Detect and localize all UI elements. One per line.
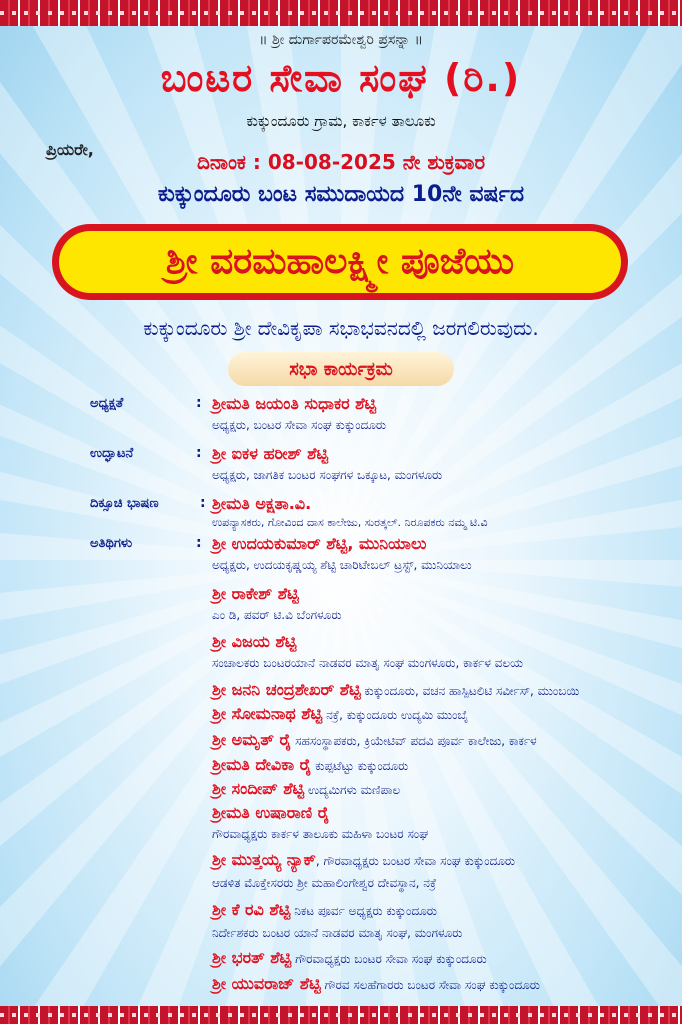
programme-heading-pill [228, 352, 454, 386]
person-description: ಎಂ ಡಿ, ಪವರ್ ಟಿ.ವಿ ಬೆಂಗಳೂರು [212, 608, 342, 622]
person-inline-description: ಕುಕ್ಕುಂದೂರು, ವಚನ ಹಾಸ್ಪಿಟಲಿಟಿ ಸರ್ವೀಸ್, ಮುಂಬಯಿ [360, 684, 580, 698]
role-colon: : [196, 395, 202, 411]
person-name: ಶ್ರೀ ಸೋಮನಾಥ ಶೆಟ್ಟಿ ನಕ್ರೆ, ಕುಕ್ಕುಂದೂರು ಉದ್ಯಮಿ ಮುಂಬೈ [212, 704, 469, 723]
role-label: ಉದ್ಘಾಟನೆ [90, 446, 134, 461]
person-name: ಶ್ರೀಮತಿ ಉಷಾರಾಣಿ ರೈ [212, 803, 330, 822]
person-inline-description: ನಿಕಟ ಪೂರ್ವ ಅಧ್ಯಕ್ಷರು ಕುಕ್ಕುಂದೂರು [290, 904, 437, 918]
person-name: ಶ್ರೀ ಕೆ ರವಿ ಶೆಟ್ಟಿ ನಿಕಟ ಪೂರ್ವ ಅಧ್ಯಕ್ಷರು ಕುಕ್ಕುಂದೂರು [212, 900, 437, 919]
programme-heading: ಸಭಾ ಕಾರ್ಯಕ್ರಮ [289, 358, 393, 380]
person-inline-description: ಗೌರವಾಧ್ಯಕ್ಷರು ಬಂಟರ ಸೇವಾ ಸಂಘ ಕುಕ್ಕುಂದೂರು [291, 952, 487, 966]
person-name: ಶ್ರೀ ಯುವರಾಜ್ ಶೆಟ್ಟಿ ಗೌರವ ಸಲಹೆಗಾರರು ಬಂಟರ ಸೇವಾ ಸಂಘ ಕುಕ್ಕುಂದೂರು [212, 974, 540, 993]
person-description: ಅಧ್ಯಕ್ಷರು, ಉದಯಕೃಷ್ಣಯ್ಯ ಶೆಟ್ಟಿ ಚಾರಿಟೇಬಲ್ ಟ್ರಸ್ಟ್, ಮುನಿಯಾಲು [212, 558, 472, 572]
person-inline-description: ಉದ್ಯಮಿಗಳು ಮಣಿಪಾಲ [304, 783, 401, 797]
person-name: ಶ್ರೀ ಅಮೃತ್ ರೈ ಸಹಸಂಸ್ಥಾಪಕರು, ಕ್ರಿಯೇಟಿವ್ ಪದವಿ ಪೂರ್ವ ಕಾಲೇಜು, ಕಾರ್ಕಳ [212, 730, 537, 749]
person-description: ನಿರ್ದೇಶಕರು ಬಂಟರ ಯಾನೆ ನಾಡವರ ಮಾತೃ ಸಂಘ, ಮಂಗಳೂರು [212, 926, 463, 940]
role-colon: : [200, 495, 206, 511]
person-name: ಶ್ರೀ ವಿಜಯ ಶೆಟ್ಟಿ [212, 632, 297, 651]
anniversary-line: ಕುಕ್ಕುಂದೂರು ಬಂಟ ಸಮುದಾಯದ 10ನೇ ವರ್ಷದ [157, 182, 525, 207]
person-name: ಶ್ರೀಮತಿ ಜಯಂತಿ ಸುಧಾಕರ ಶೆಟ್ಟಿ [212, 394, 377, 413]
person-inline-description: ಕುಪ್ಪಟೆಟ್ಟು ಕುಕ್ಕುಂದೂರು [311, 759, 409, 773]
person-description: ಗೌರವಾಧ್ಯಕ್ಷರು ಕಾರ್ಕಳ ತಾಲೂಕು ಮಹಿಳಾ ಬಂಟರ ಸಂಘ [212, 827, 429, 841]
person-name: ಶ್ರೀ ಭರತ್ ಶೆಟ್ಟಿ ಗೌರವಾಧ್ಯಕ್ಷರು ಬಂಟರ ಸೇವಾ ಸಂಘ ಕುಕ್ಕುಂದೂರು [212, 948, 487, 967]
person-name: ಶ್ರೀ ಜನನಿ ಚಂದ್ರಶೇಖರ್ ಶೆಟ್ಟಿ ಕುಕ್ಕುಂದೂರು, ವಚನ ಹಾಸ್ಪಿಟಲಿಟಿ ಸರ್ವೀಸ್, ಮುಂಬಯಿ [212, 680, 580, 699]
person-name: ಶ್ರೀ ರಾಕೇಶ್ ಶೆಟ್ಟಿ [212, 584, 299, 603]
person-description: ಉಪನ್ಯಾಸಕರು, ಗೋವಿಂದ ದಾಸ ಕಾಲೇಜು, ಸುರತ್ಕಲ್. ನಿರೂಪಕರು ನಮ್ಮ ಟಿ.ವಿ [212, 516, 488, 529]
event-banner [52, 224, 628, 300]
role-label: ಅತಿಥಿಗಳು [90, 536, 133, 551]
person-name: ಶ್ರೀಮತಿ ಅಕ್ಷತಾ.ವಿ. [212, 494, 312, 513]
person-description: ಸಂಚಾಲಕರು ಬಂಟರಯಾನೆ ನಾಡವರ ಮಾತೃ ಸಂಘ ಮಂಗಳೂರು, ಕಾರ್ಕಳ ವಲಯ [212, 656, 523, 670]
person-inline-description: ಸಹಸಂಸ್ಥಾಪಕರು, ಕ್ರಿಯೇಟಿವ್ ಪದವಿ ಪೂರ್ವ ಕಾಲೇಜು, ಕಾರ್ಕಳ [291, 734, 537, 748]
person-description: ಆಡಳಿತ ಮೊಕ್ತೇಸರರು ಶ್ರೀ ಮಹಾಲಿಂಗೇಶ್ವರ ದೇವಸ್ಥಾನ, ನಕ್ರೆ [212, 876, 437, 890]
person-inline-description: ನಕ್ರೆ, ಕುಕ್ಕುಂದೂರು ಉದ್ಯಮಿ ಮುಂಬೈ [322, 708, 469, 722]
organization-title: ಬಂಟರ ಸೇವಾ ಸಂಘ (ರಿ.) [160, 56, 522, 100]
person-description: ಅಧ್ಯಕ್ಷರು, ಬಂಟರ ಸೇವಾ ಸಂಘ ಕುಕ್ಕುಂದೂರು [212, 418, 387, 432]
person-name: ಶ್ರೀ ಉದಯಕುಮಾರ್ ಶೆಟ್ಟಿ, ಮುನಿಯಾಲು [212, 534, 427, 553]
venue-line: ಕುಕ್ಕುಂದೂರು ಶ್ರೀ ದೇವಿಕೃಪಾ ಸಭಾಭವನದಲ್ಲಿ ಜರಗಲಿರುವುದು. [143, 316, 539, 340]
role-colon: : [196, 445, 202, 461]
person-description: ಅಧ್ಯಕ್ಷರು, ಜಾಗತಿಕ ಬಂಟರ ಸಂಘಗಳ ಒಕ್ಕೂಟ, ಮಂಗಳೂರು [212, 468, 443, 482]
role-colon: : [196, 535, 202, 551]
greeting: ಪ್ರಿಯರೇ, [46, 140, 94, 159]
event-title: ಶ್ರೀ ವರಮಹಾಲಕ್ಷ್ಮೀ ಪೂಜೆಯು [165, 241, 515, 282]
role-label: ದಿಕ್ಸೂಚಿ ಭಾಷಣ [90, 496, 159, 511]
village-line: ಕುಕ್ಕುಂದೂರು ಗ್ರಾಮ, ಕಾರ್ಕಳ ತಾಲೂಕು [246, 112, 436, 130]
person-inline-description: , ಗೌರವಾಧ್ಯಕ್ಷರು ಬಂಟರ ಸೇವಾ ಸಂಘ ಕುಕ್ಕುಂದೂರು [315, 854, 516, 868]
person-inline-description: ಗೌರವ ಸಲಹೆಗಾರರು ಬಂಟರ ಸೇವಾ ಸಂಘ ಕುಕ್ಕುಂದೂರು [320, 978, 540, 992]
date-line: ದಿನಾಂಕ : 08-08-2025 ನೇ ಶುಕ್ರವಾರ [196, 150, 486, 174]
person-name: ಶ್ರೀಮತಿ ದೇವಿಕಾ ರೈ ಕುಪ್ಪಟೆಟ್ಟು ಕುಕ್ಕುಂದೂರು [212, 755, 409, 774]
role-label: ಅಧ್ಯಕ್ಷತೆ [90, 396, 124, 411]
deity-invocation: ॥ ಶ್ರೀ ದುರ್ಗಾಪರಮೇಶ್ವರಿ ಪ್ರಸನ್ನಾ ॥ [259, 32, 423, 48]
person-name: ಶ್ರೀ ಸಂದೀಪ್ ಶೆಟ್ಟಿ ಉದ್ಯಮಿಗಳು ಮಣಿಪಾಲ [212, 779, 401, 798]
person-name: ಶ್ರೀ ಐಕಳ ಹರೀಶ್ ಶೆಟ್ಟಿ [212, 444, 329, 463]
person-name: ಶ್ರೀ ಮುತ್ತಯ್ಯ ನ್ಯಾಕ್, ಗೌರವಾಧ್ಯಕ್ಷರು ಬಂಟರ ಸೇವಾ ಸಂಘ ಕುಕ್ಕುಂದೂರು [212, 850, 516, 869]
